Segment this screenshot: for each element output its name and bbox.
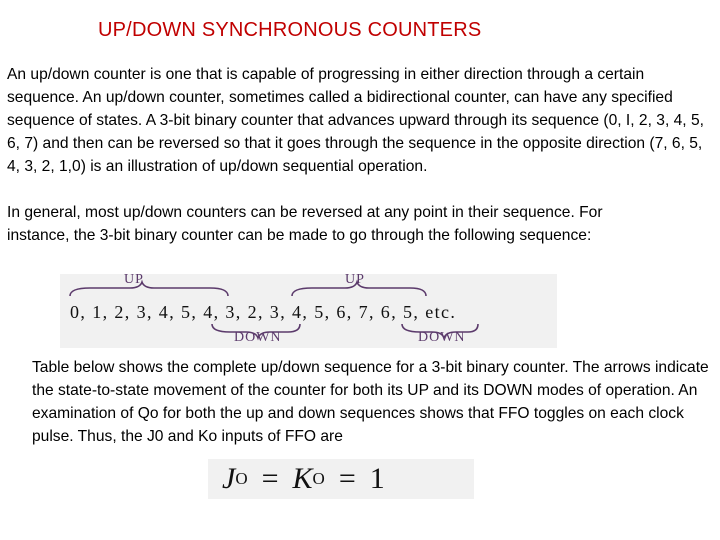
j-symbol: J xyxy=(222,462,236,495)
k-symbol: K xyxy=(292,462,313,495)
up-label-1: UP xyxy=(124,272,144,287)
j0-k0-equation xyxy=(208,459,474,499)
equals-sign-1: = xyxy=(261,462,279,495)
slide-title: UP/DOWN SYNCHRONOUS COUNTERS xyxy=(98,19,482,41)
up-down-sequence-figure xyxy=(60,274,557,348)
k-subscript: O xyxy=(312,469,325,488)
up-brace-1 xyxy=(70,282,228,296)
j-subscript: O xyxy=(235,469,248,488)
equals-sign-2: = xyxy=(338,462,356,495)
down-label-1: DOWN xyxy=(234,330,282,345)
sequence-numbers: 0, 1, 2, 3, 4, 5, 4, 3, 2, 3, 4, 5, 6, 7, 6, 5, etc. xyxy=(70,302,457,322)
table-description-paragraph: Table below shows the complete up/down sequence for a 3-bit binary counter. The arrows indicate the state-to-state movement of the counter for both its UP and its DOWN modes of operation. An examination of Qo for both the up and down sequences shows that FFO toggles on each clock pulse. Thus, the J0 and Ko inputs of FFO are xyxy=(32,359,709,445)
down-label-2: DOWN xyxy=(418,330,466,345)
intro-paragraph: An up/down counter is one that is capable of progressing in either direction through a certain sequence. An up/down counter, sometimes called a bidirectional counter, can have any specified sequence of states. A 3-bit binary counter that advances upward through its sequence (0, I, 2, 3, 4, 5, 6, 7) and then can be reversed so that it goes through the sequence in the opposite direction (7, 6, 5, 4, 3, 2, 1,0) is an illustration of up/down sequential operation. xyxy=(7,66,704,175)
up-label-2: UP xyxy=(345,272,365,287)
equation-value: 1 xyxy=(369,462,385,495)
sequence-intro-paragraph: In general, most up/down counters can be reversed at any point in their sequence. For instance, the 3-bit binary counter can be made to go through the following sequence: xyxy=(7,204,603,244)
